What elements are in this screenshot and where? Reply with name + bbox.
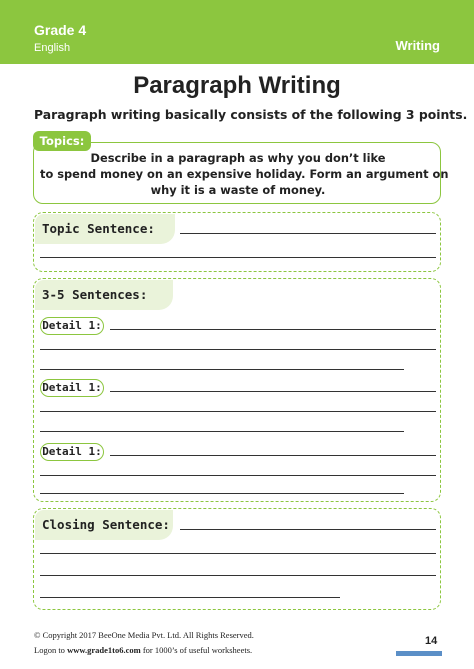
header-bar <box>0 0 474 64</box>
topic-sentence-section <box>33 212 441 272</box>
writing-line[interactable] <box>40 257 436 258</box>
category-label: Writing <box>395 38 440 53</box>
closing-sentence-label: Closing Sentence: <box>35 510 173 540</box>
writing-line[interactable] <box>40 349 436 350</box>
closing-sentence-section <box>33 508 441 610</box>
writing-line[interactable] <box>180 233 436 234</box>
topics-tag: Topics: <box>33 131 91 151</box>
writing-line[interactable] <box>40 431 404 432</box>
writing-line[interactable] <box>40 493 404 494</box>
writing-line[interactable] <box>110 455 436 456</box>
writing-line[interactable] <box>110 329 436 330</box>
writing-line[interactable] <box>110 391 436 392</box>
writing-line[interactable] <box>40 597 340 598</box>
topics-line: Describe in a paragraph as why you don’t like <box>90 151 386 165</box>
logon-text <box>34 645 252 655</box>
body-sentences-label: 3-5 Sentences: <box>35 280 173 310</box>
website-link[interactable]: www.grade1to6.com <box>67 645 141 655</box>
subject-label: English <box>34 42 71 54</box>
topic-sentence-label: Topic Sentence: <box>35 214 175 244</box>
intro-text: Paragraph writing basically consists of the following 3 points. <box>34 107 468 122</box>
writing-line[interactable] <box>40 369 404 370</box>
detail-tag: Detail 1: <box>40 317 104 335</box>
writing-line[interactable] <box>180 529 436 530</box>
writing-line[interactable] <box>40 575 436 576</box>
topics-text <box>40 150 449 198</box>
writing-line[interactable] <box>40 475 436 476</box>
body-sentences-section <box>33 278 441 502</box>
topics-line: why it is a waste of money. <box>150 183 326 197</box>
copyright-text: © Copyright 2017 BeeOne Media Pvt. Ltd. All Rights Reserved. <box>34 630 254 640</box>
topics-line: to spend money on an expensive holiday. Form an argument on <box>40 167 449 181</box>
writing-line[interactable] <box>40 411 436 412</box>
grade-label: Grade 4 <box>34 22 87 38</box>
site-badge <box>396 651 442 656</box>
detail-tag: Detail 1: <box>40 443 104 461</box>
logon-prefix: Logon to <box>34 645 68 655</box>
logon-suffix: for 1000’s of useful worksheets. <box>140 645 253 655</box>
page-title: Paragraph Writing <box>133 72 341 99</box>
page-number: 14 <box>425 635 438 647</box>
writing-line[interactable] <box>40 553 436 554</box>
detail-tag: Detail 1: <box>40 379 104 397</box>
